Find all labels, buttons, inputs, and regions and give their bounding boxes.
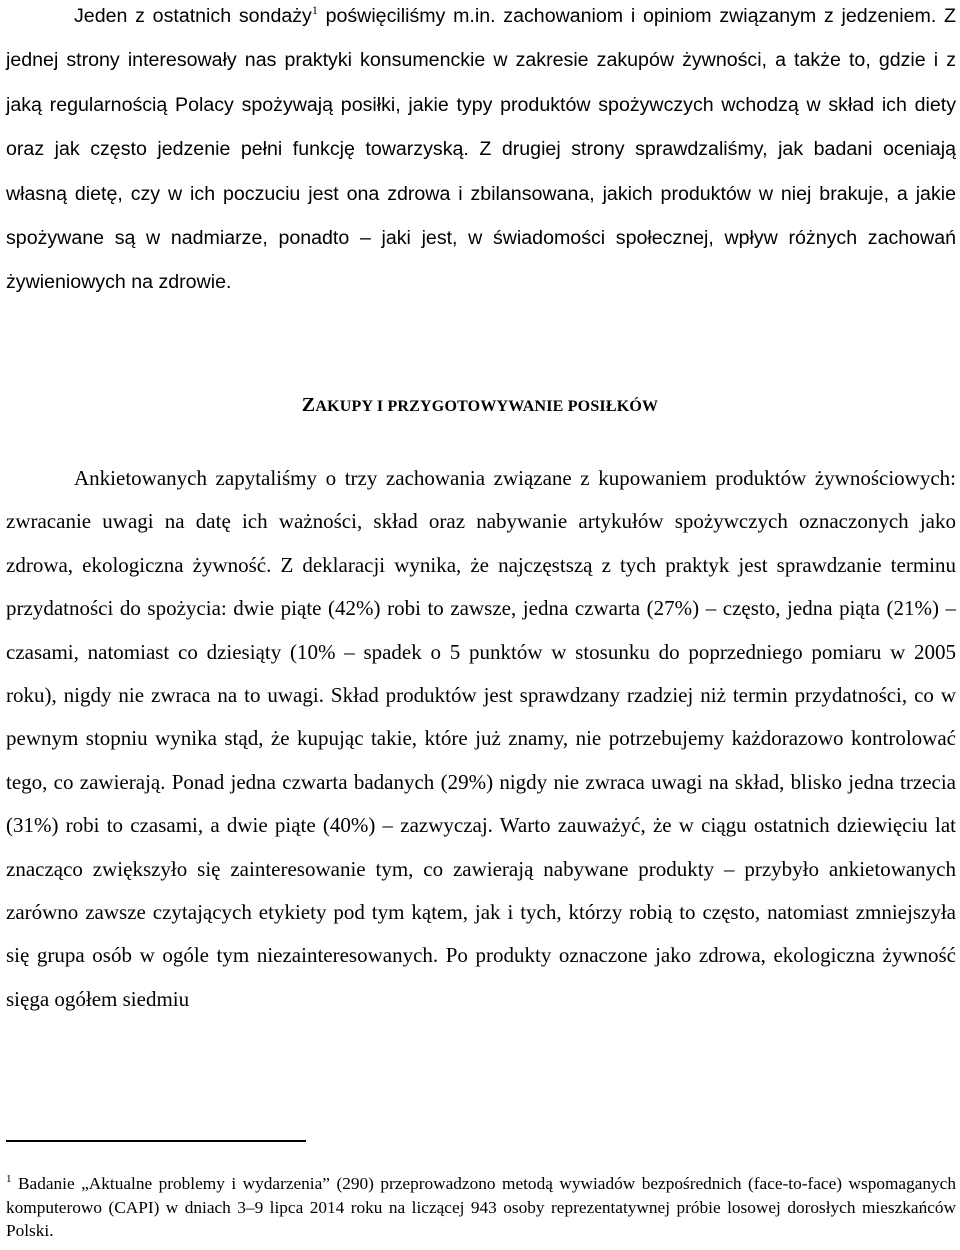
section-heading-initial: Z: [301, 394, 316, 416]
footnote-marker: 1: [6, 1173, 12, 1186]
intro-text-start: Jeden z ostatnich sondaży: [74, 5, 312, 27]
footnote-divider: [6, 1140, 306, 1142]
footnote: [6, 1172, 956, 1243]
section-heading-rest: AKUPY I PRZYGOTOWYWANIE POSIŁKÓW: [315, 398, 659, 415]
footnote-text: Badanie „Aktualne problemy i wydarzenia” (290) przeprowadzono metodą wywiadów bezpośrednich (face-to-face) wspomaganych komputerowo (CAPI) w dniach 3–9 lipca 2014 roku na liczącej 943 osoby reprezentatywnej próbie losowej dorosłych mieszkańców Polski.: [6, 1174, 956, 1241]
intro-paragraph: [6, 0, 956, 305]
body-paragraph: Ankietowanych zapytaliśmy o trzy zachowania związane z kupowaniem produktów żywnościowych: zwracanie uwagi na datę ich ważności, skład oraz nabywanie artykułów spożywczych oznaczonych jako zdrowa, ekologiczna żywność. Z deklaracji wynika, że najczęstszą z tych praktyk jest sprawdzanie terminu przydatności do spożycia: dwie piąte (42%) robi to zawsze, jedna czwarta (27%) – często, jedna piąta (21%) – czasami, natomiast co dziesiąty (10% – spadek o 5 punktów w stosunku do poprzedniego pomiaru w 2005 roku), nigdy nie zwraca na to uwagi. Skład produktów jest sprawdzany rzadziej niż termin przydatności, co w pewnym stopniu wynika stąd, że kupując takie, które już znamy, nie potrzebujemy każdorazowo kontrolować tego, co zawierają. Ponad jedna czwarta badanych (29%) nigdy nie zwraca uwagi na skład, blisko jedna trzecia (31%) robi to czasami, a dwie piąte (40%) – zazwyczaj. Warto zauważyć, że w ciągu ostatnich dziewięciu lat znacząco zwiększyło się zainteresowanie tym, co zawierają nabywane produkty – przybyło ankietowanych zarówno zawsze czytających etykiety pod tym kątem, jak i tych, którzy robią to często, natomiast zmniejszyła się grupa osób w ogóle tym niezainteresowanych. Po produkty oznaczone jako zdrowa, ekologiczna żywność sięga ogółem siedmiu: [6, 466, 956, 1011]
section-heading: [0, 394, 960, 417]
intro-text-end: Z drugiej strony sprawdzaliśmy, jak badani oceniają własną dietę, czy w ich poczuciu jest ona zdrowa i zbilansowana, jakich produktów w niej brakuje, a jakie spożywane są w nadmiarze, ponadto – jaki jest, w świadomości społecznej, wpływ różnych zachowań żywieniowych na zdrowie.: [6, 138, 957, 294]
intro-text-middle: poświęciliśmy m.in. zachowaniom i opiniom związanym z jedzeniem. Z jednej strony interesowały nas praktyki konsumenckie w zakresie zakupów żywności, a także to, gdzie i z jaką regularnością Polacy spożywają posiłki, jakie typy produktów spożywczych wchodzą w skład ich diety oraz jak często jedzenie pełni funkcję towarzyską.: [6, 5, 956, 161]
footnote-reference[interactable]: 1: [311, 3, 318, 17]
